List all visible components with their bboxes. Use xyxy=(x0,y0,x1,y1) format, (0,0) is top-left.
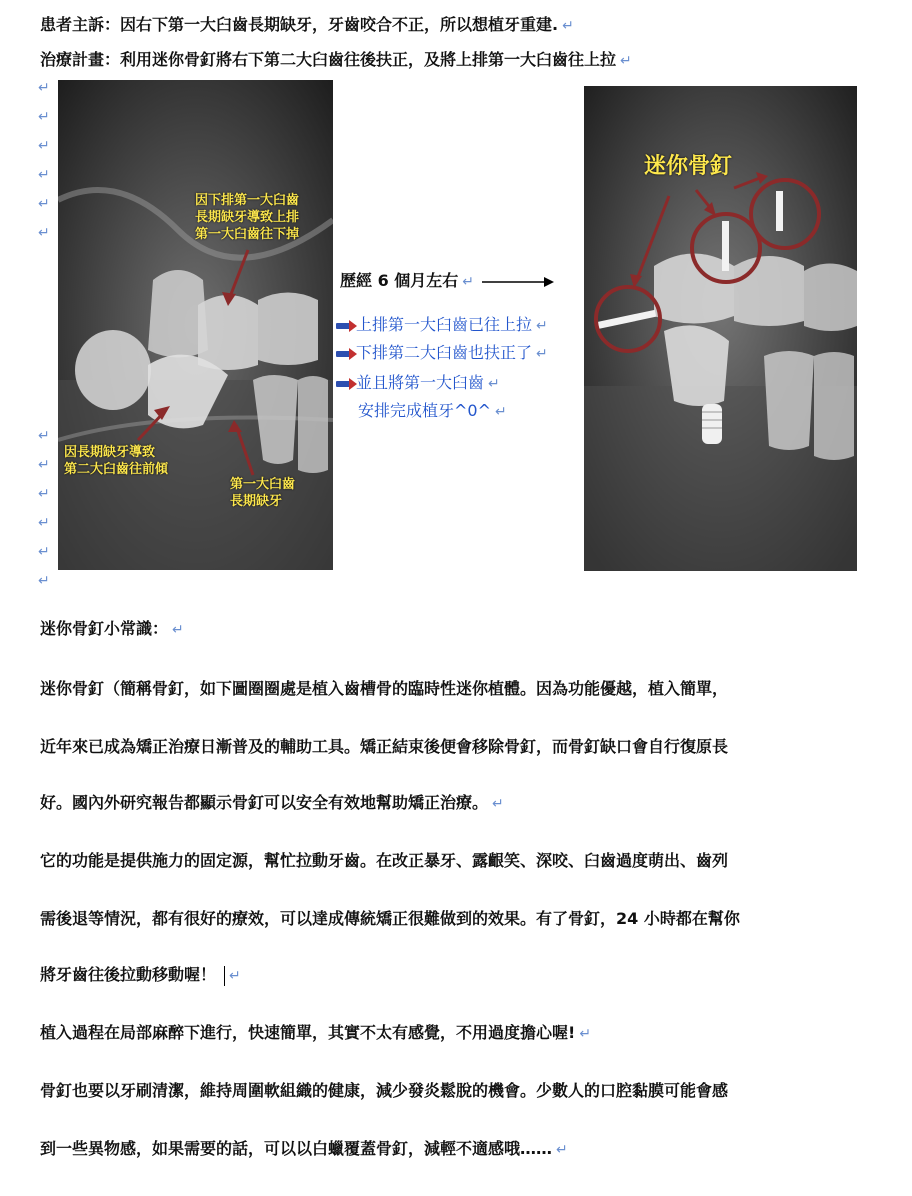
bullet-arrow-icon xyxy=(336,323,350,329)
paragraph-mark-icon: ↵ xyxy=(536,318,548,334)
paragraph-mark-icon: ↵ xyxy=(38,515,50,531)
paragraph-mark-icon: ↵ xyxy=(38,544,50,560)
paragraph-mark-icon: ↵ xyxy=(579,1026,592,1042)
mini-screw-title: 迷你骨釘 xyxy=(644,154,733,179)
result-upper: 上排第一大臼齒已往上拉 ↵ xyxy=(336,312,548,335)
duration-label: 歷經 6 個月左右 ↵ xyxy=(340,268,554,291)
result-implant-cont: 安排完成植牙^0^ ↵ xyxy=(358,401,507,420)
bullet-arrow-icon xyxy=(336,351,350,357)
paragraph-mark-icon: ↵ xyxy=(38,573,50,589)
paragraph-marks-bottom xyxy=(38,428,50,602)
upper-molar-label: 因下排第一大臼齒 長期缺牙導致上排 第一大臼齒往下掉 xyxy=(195,193,300,242)
paragraph-1-line-2: 近年來已成為矯正治療日漸普及的輔助工具。矯正結束後便會移除骨釘，而骨釘缺口會自行復原長 xyxy=(40,737,729,756)
before-xray-image xyxy=(58,80,333,570)
paragraph-mark-icon: ↵ xyxy=(38,486,50,502)
paragraph-4-line-2: 到一些異物感，如果需要的話，可以以白蠟覆蓋骨釘，減輕不適感哦…… ↵ xyxy=(40,1139,568,1158)
tilted-molar-label: 因長期缺牙導致 第二大臼齒往前傾 xyxy=(64,445,169,477)
paragraph-mark-icon: ↵ xyxy=(495,404,507,420)
paragraph-mark-icon: ↵ xyxy=(462,274,475,290)
paragraph-4-line-1: 骨釘也要以牙刷清潔，維持周圍軟組織的健康，減少發炎鬆脫的機會。少數人的口腔黏膜可能會感 xyxy=(40,1081,729,1100)
paragraph-3: 植入過程在局部麻醉下進行，快速簡單，其實不太有感覺，不用過度擔心喔! ↵ xyxy=(40,1023,592,1042)
result-implant: 並且將第一大臼齒 ↵ xyxy=(336,370,500,393)
paragraph-marks-top xyxy=(38,80,50,254)
after-xray-image xyxy=(584,86,857,571)
paragraph-mark-icon: ↵ xyxy=(38,138,50,154)
bullet-arrow-icon xyxy=(336,381,350,387)
paragraph-mark-icon: ↵ xyxy=(38,457,50,473)
result-lower: 下排第二大臼齒也扶正了 ↵ xyxy=(336,340,548,363)
treatment-plan: 治療計畫：利用迷你骨釘將右下第二大臼齒往後扶正，及將上排第一大臼齒往上拉 ↵ xyxy=(40,50,632,69)
paragraph-mark-icon: ↵ xyxy=(229,968,241,984)
paragraph-mark-icon: ↵ xyxy=(38,196,50,212)
right-arrow-icon xyxy=(482,276,554,288)
section-title: 迷你骨釘小常識： ↵ xyxy=(40,619,184,638)
paragraph-mark-icon: ↵ xyxy=(488,376,500,392)
paragraph-mark-icon: ↵ xyxy=(620,53,632,69)
paragraph-1-line-3: 好。國內外研究報告都顯示骨釘可以安全有效地幫助矯正治療。 ↵ xyxy=(40,793,504,812)
paragraph-mark-icon: ↵ xyxy=(536,346,548,362)
paragraph-mark-icon: ↵ xyxy=(38,167,50,183)
paragraph-mark-icon: ↵ xyxy=(492,796,504,812)
paragraph-mark-icon: ↵ xyxy=(562,18,574,34)
paragraph-2-line-2: 需後退等情況，都有很好的療效，可以達成傳統矯正很難做到的效果。有了骨釘，24 小時都在幫你 xyxy=(40,909,740,928)
missing-molar-label: 第一大臼齒 長期缺牙 xyxy=(230,477,296,509)
paragraph-mark-icon: ↵ xyxy=(38,225,50,241)
paragraph-mark-icon: ↵ xyxy=(172,622,184,638)
chief-complaint: 患者主訴：因右下第一大臼齒長期缺牙，牙齒咬合不正，所以想植牙重建. ↵ xyxy=(40,15,574,34)
paragraph-mark-icon: ↵ xyxy=(38,428,50,444)
paragraph-mark-icon: ↵ xyxy=(556,1142,568,1158)
paragraph-mark-icon: ↵ xyxy=(38,80,50,96)
paragraph-1-line-1: 迷你骨釘（簡稱骨釘，如下圖圈圈處是植入齒槽骨的臨時性迷你植體。因為功能優越，植入簡單， xyxy=(40,679,729,698)
paragraph-mark-icon: ↵ xyxy=(38,109,50,125)
text-cursor xyxy=(224,966,225,986)
paragraph-2-line-3: 將牙齒往後拉動移動喔！ ↵ xyxy=(40,965,241,984)
paragraph-2-line-1: 它的功能是提供施力的固定源，幫忙拉動牙齒。在改正暴牙、露齦笑、深咬、臼齒過度萌出、齒列 xyxy=(40,851,729,870)
